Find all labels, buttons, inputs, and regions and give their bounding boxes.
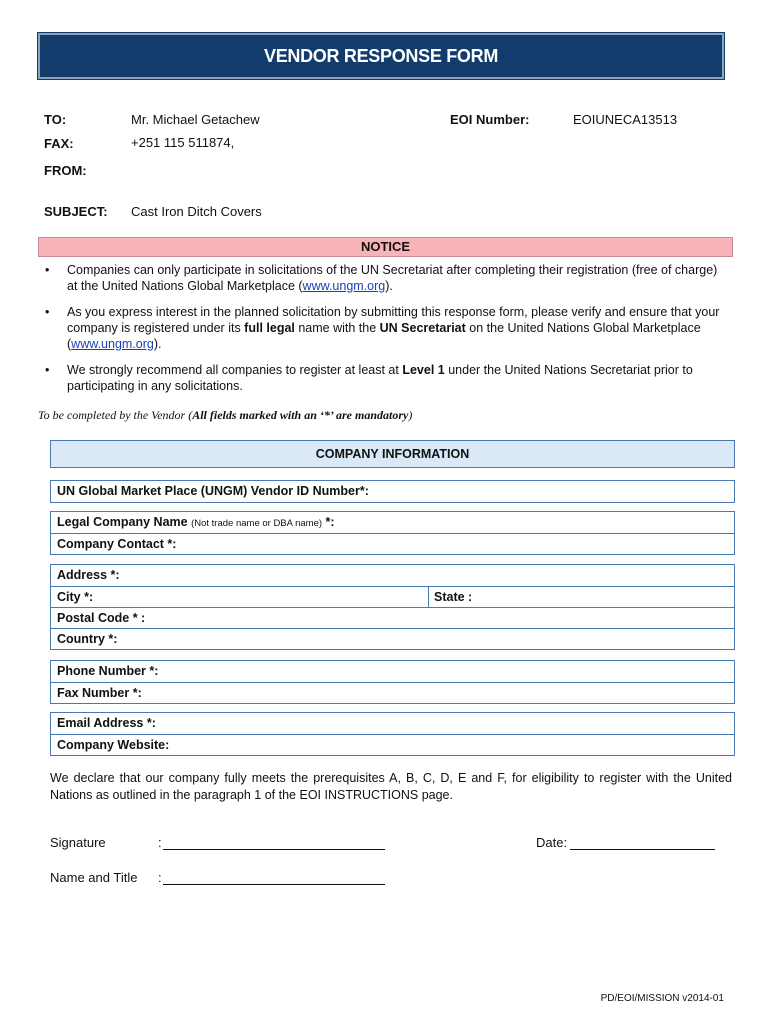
- company-contact-field[interactable]: Company Contact *:: [51, 533, 734, 554]
- signature-line[interactable]: [163, 849, 385, 850]
- fax-value: +251 115 511874,: [131, 135, 235, 150]
- form-title: VENDOR RESPONSE FORM: [263, 45, 499, 66]
- company-website-field[interactable]: Company Website:: [51, 734, 734, 755]
- name-title-label: Name and Title: [50, 870, 138, 885]
- postal-code-field[interactable]: Postal Code * :: [51, 607, 734, 628]
- notice-list: [38, 262, 728, 404]
- date-label: Date:: [536, 835, 568, 850]
- phone-field-group: [50, 660, 735, 704]
- fax-number-field[interactable]: Fax Number *:: [51, 682, 734, 703]
- legal-name-field-group: [50, 511, 735, 555]
- declaration-text: We declare that our company fully meets the prerequisites A, B, C, D, E and F, for eligibility to register with the United Nations as outlined in the paragraph 1 of the EOI INSTRUCTIONS page.: [50, 771, 732, 802]
- notice-item: • Companies can only participate in solicitations of the UN Secretariat after completing their registration (free of charge) at the United Nations Global Marketplace (www.ungm.org).: [38, 262, 728, 294]
- address-field[interactable]: Address *:: [57, 568, 120, 582]
- to-value: Mr. Michael Getachew: [131, 112, 260, 127]
- subject-value: Cast Iron Ditch Covers: [131, 204, 262, 219]
- company-info-heading: COMPANY INFORMATION: [50, 440, 735, 468]
- ungm-link[interactable]: www.ungm.org: [71, 337, 154, 351]
- legal-company-name-field[interactable]: Legal Company Name (Not trade name or DBA name) *:: [57, 515, 335, 529]
- ungm-vendor-id-field[interactable]: UN Global Market Place (UNGM) Vendor ID Number*:: [57, 484, 369, 498]
- name-title-colon: :: [158, 870, 162, 885]
- address-field-group: [50, 564, 735, 650]
- footer-code: PD/EOI/MISSION v2014-01: [600, 993, 724, 1004]
- to-label: TO:: [44, 112, 67, 127]
- city-state-row: [51, 586, 734, 607]
- ungm-link[interactable]: www.ungm.org: [302, 279, 386, 293]
- name-title-line[interactable]: [163, 884, 385, 885]
- country-field[interactable]: Country *:: [51, 628, 734, 649]
- phone-number-field[interactable]: Phone Number *:: [57, 664, 159, 678]
- signature-colon: :: [158, 835, 162, 850]
- notice-item: • As you express interest in the planned solicitation by submitting this response form, please verify and ensure that your company is registered under its full legal name with the UN Secretariat on the United Nations Global Marketplace (www.ungm.org).: [38, 304, 728, 352]
- email-address-field[interactable]: Email Address *:: [57, 716, 156, 730]
- eoi-number-label: EOI Number:: [450, 112, 530, 127]
- vendor-note: To be completed by the Vendor (All fields marked with an ‘*’ are mandatory): [38, 408, 413, 422]
- from-label: FROM:: [44, 163, 87, 178]
- fax-label: FAX:: [44, 136, 74, 151]
- ungm-id-field-group: [50, 480, 735, 503]
- email-field-group: [50, 712, 735, 756]
- signature-label: Signature: [50, 835, 106, 850]
- form-title-banner: [38, 33, 724, 79]
- notice-item: • We strongly recommend all companies to register at least at Level 1 under the United Nations Secretariat prior to participating in any solicitations.: [38, 362, 728, 394]
- subject-label: SUBJECT:: [44, 204, 108, 219]
- date-line[interactable]: [570, 849, 715, 850]
- eoi-number-value: EOIUNECA13513: [573, 112, 678, 127]
- city-field[interactable]: City *:: [57, 590, 94, 604]
- notice-heading: NOTICE: [38, 237, 733, 257]
- state-field[interactable]: State :: [428, 587, 472, 607]
